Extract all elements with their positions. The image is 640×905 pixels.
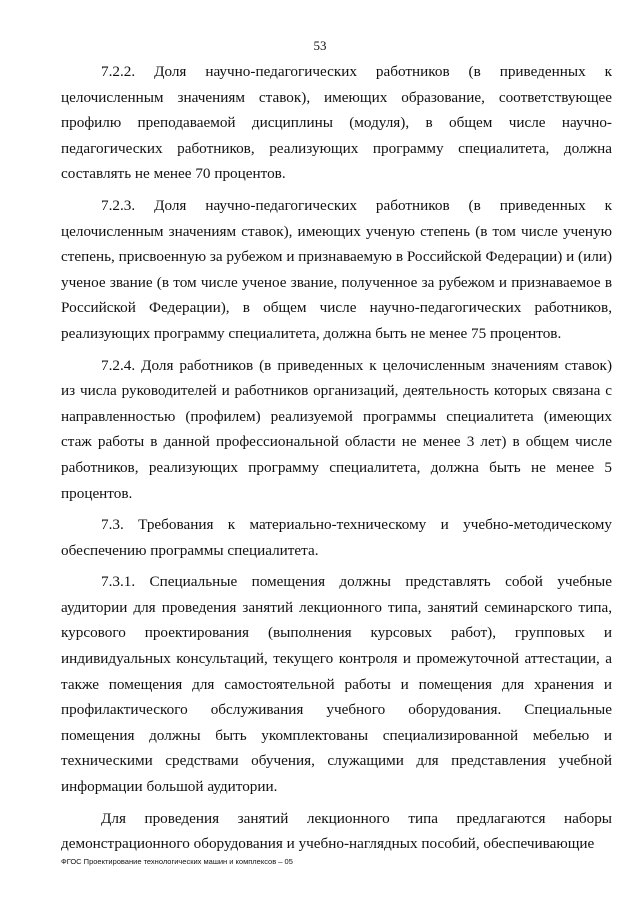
paragraph-lecture-equipment: Для проведения занятий лекционного типа предлагаются наборы демонстрационного оборудования и учебно-наглядных пособий, обеспечивающие [61, 809, 612, 853]
paragraph-7-2-4: 7.2.4. Доля работников (в приведенных к целочисленным значениям ставок) из числа руководителей и работников организаций, деятельность которых связана с направленностью (профилем) реализуемой программы специалитета (имеющих стаж работы в данной профессиональной области не менее 3 лет) в общем числе работников, реализующих программу специалитета, должна быть не менее 5 процентов. [61, 356, 612, 502]
paragraph-7-2-2: 7.2.2. Доля научно-педагогических работников (в приведенных к целочисленным значениям ставок), имеющих образование, соответствующее профилю преподаваемой дисциплины (модуля), в общем числе научно-педагогических работников, реализующих программу специалитета, должна составлять не менее 70 процентов. [61, 63, 612, 183]
page-number: 53 [313, 38, 327, 53]
page-footer: ФГОС Проектирование технологических машин и комплексов – 05 [61, 857, 293, 866]
document-body [61, 59, 612, 857]
paragraph-7-3: 7.3. Требования к материально-техническому и учебно-методическому обеспечению программы специалитета. [61, 516, 612, 559]
paragraph-7-2-3: 7.2.3. Доля научно-педагогических работников (в приведенных к целочисленным значениям ставок), имеющих ученую степень (в том числе ученую степень, присвоенную за рубежом и признаваемую в Российской Федерации) и (или) ученое звание (в том числе ученое звание, полученное за рубежом и признаваемое в Российской Федерации), в общем числе научно-педагогических работников, реализующих программу специалитета, должна быть не менее 75 процентов. [61, 196, 612, 342]
paragraph-7-3-1: 7.3.1. Специальные помещения должны представлять собой учебные аудитории для проведения занятий лекционного типа, занятий семинарского типа, курсового проектирования (выполнения курсовых работ), групповых и индивидуальных консультаций, текущего контроля и промежуточной аттестации, а также помещения для самостоятельной работы и помещения для хранения и профилактического обслуживания учебного оборудования. Специальные помещения должны быть укомплектованы специализированной мебелью и техническими средствами обучения, служащими для представления учебной информации большой аудитории. [61, 573, 612, 796]
